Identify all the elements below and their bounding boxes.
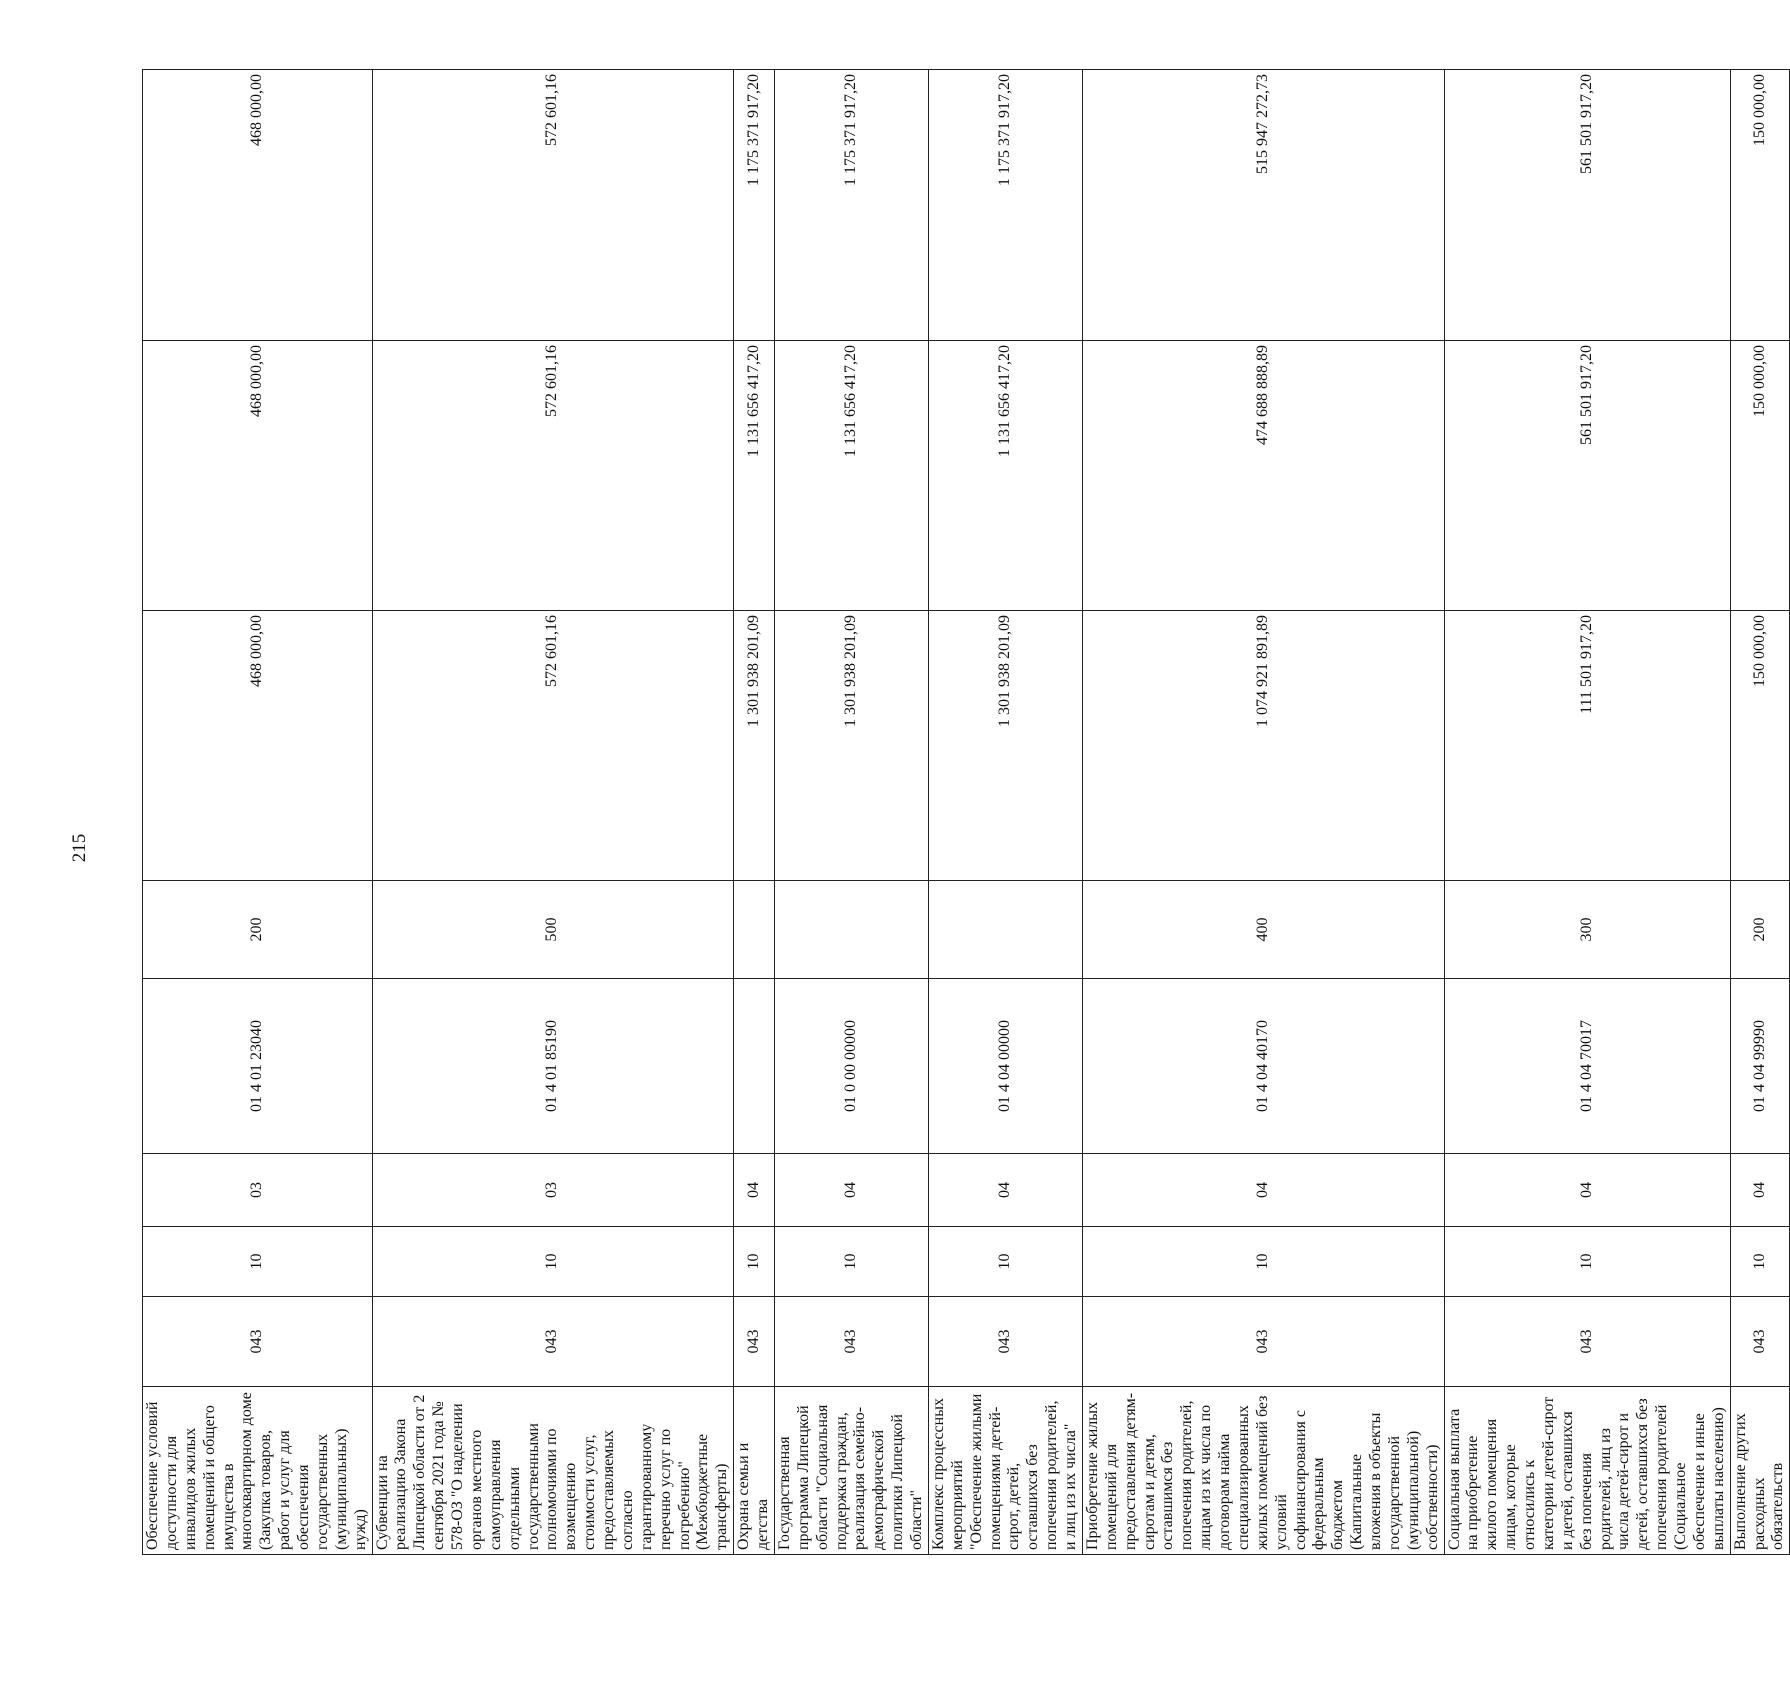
table-row	[734, 70, 775, 1555]
row-vr: 500	[372, 881, 734, 979]
row-rz: 10	[774, 1227, 928, 1297]
row-vr: 300	[1444, 881, 1730, 979]
row-sum-3: 1 175 371 917,20	[774, 70, 928, 341]
row-pr: 03	[143, 1154, 373, 1227]
row-csr: 01 0 00 00000	[774, 979, 928, 1154]
table-row	[1082, 70, 1444, 1555]
page-number: 215	[69, 833, 90, 863]
row-sum-2: 474 688 888,89	[1082, 341, 1444, 611]
row-rz: 10	[1082, 1227, 1444, 1297]
row-rz: 10	[734, 1227, 775, 1297]
row-rz: 10	[1444, 1227, 1730, 1297]
row-ved: 043	[1730, 1297, 1790, 1387]
row-name: Государственная программа Липецкой области "Социальная поддержка граждан, реализация семейно-демографической политики Липецкой области"	[774, 1387, 928, 1555]
row-csr: 01 4 04 70017	[1444, 979, 1730, 1154]
row-sum-1: 111 501 917,20	[1444, 611, 1730, 881]
row-ved: 043	[774, 1297, 928, 1387]
row-pr: 04	[1444, 1154, 1730, 1227]
table-row	[928, 70, 1082, 1555]
row-sum-2: 1 131 656 417,20	[734, 341, 775, 611]
row-pr: 04	[1730, 1154, 1790, 1227]
row-vr: 400	[1082, 881, 1444, 979]
table-row	[774, 70, 928, 1555]
row-pr: 04	[774, 1154, 928, 1227]
row-csr: 01 4 04 00000	[928, 979, 1082, 1154]
table-rotation-wrapper	[142, 70, 1787, 1555]
row-sum-1: 1 074 921 891,89	[1082, 611, 1444, 881]
row-vr	[774, 881, 928, 979]
row-sum-1: 468 000,00	[143, 611, 373, 881]
row-pr: 04	[1082, 1154, 1444, 1227]
row-csr: 01 4 01 85190	[372, 979, 734, 1154]
row-ved: 043	[734, 1297, 775, 1387]
row-name: Приобретение жилых помещений для предоставления детям-сиротам и детям, оставшимся без попечения родителей, лицам из их числа по договорам найма специализированных жилых помещений без условий софинансирования с федеральным бюджетом (Капитальные вложения в объекты государственной (муниципальной) собственности)	[1082, 1387, 1444, 1555]
row-sum-3: 150 000,00	[1730, 70, 1790, 341]
row-sum-1: 1 301 938 201,09	[928, 611, 1082, 881]
row-sum-1: 572 601,16	[372, 611, 734, 881]
row-csr: 01 4 04 40170	[1082, 979, 1444, 1154]
row-ved: 043	[143, 1297, 373, 1387]
row-vr: 200	[143, 881, 373, 979]
row-sum-3: 572 601,16	[372, 70, 734, 341]
row-rz: 10	[372, 1227, 734, 1297]
row-vr	[734, 881, 775, 979]
row-name: Комплекс процессных мероприятий "Обеспечение жилыми помещениями детей-сирот, детей, оставшихся без попечения родителей, и лиц из их числа"	[928, 1387, 1082, 1555]
row-rz: 10	[1730, 1227, 1790, 1297]
row-sum-3: 1 175 371 917,20	[928, 70, 1082, 341]
row-name: Социальная выплата на приобретение жилого помещения лицам, которые относились к категории детей-сирот и детей, оставшихся без попечения родителей, лиц из числа детей-сирот и детей, оставшихся без попечения родителей (Социальное обеспечение и иные выплаты населению)	[1444, 1387, 1730, 1555]
row-sum-3: 1 175 371 917,20	[734, 70, 775, 341]
row-rz: 10	[143, 1227, 373, 1297]
row-name: Выполнение других расходных обязательств	[1730, 1387, 1790, 1555]
row-ved: 043	[1444, 1297, 1730, 1387]
row-ved: 043	[928, 1297, 1082, 1387]
row-sum-3: 468 000,00	[143, 70, 373, 341]
row-pr: 04	[928, 1154, 1082, 1227]
row-sum-2: 572 601,16	[372, 341, 734, 611]
table-row	[143, 70, 373, 1555]
table-row	[1730, 70, 1790, 1555]
row-sum-1: 150 000,00	[1730, 611, 1790, 881]
row-sum-2: 1 131 656 417,20	[928, 341, 1082, 611]
row-csr: 01 4 01 23040	[143, 979, 373, 1154]
row-sum-3: 561 501 917,20	[1444, 70, 1730, 341]
row-rz: 10	[928, 1227, 1082, 1297]
row-sum-1: 1 301 938 201,09	[734, 611, 775, 881]
row-sum-2: 150 000,00	[1730, 341, 1790, 611]
row-csr	[734, 979, 775, 1154]
row-pr: 03	[372, 1154, 734, 1227]
row-ved: 043	[372, 1297, 734, 1387]
row-name: Обеспечение условий доступности для инвалидов жилых помещений и общего имущества в многоквартирном доме (Закупка товаров, работ и услуг для обеспечения государственных (муниципальных) нужд)	[143, 1387, 373, 1555]
row-ved: 043	[1082, 1297, 1444, 1387]
table-row	[1444, 70, 1730, 1555]
row-csr: 01 4 04 99990	[1730, 979, 1790, 1154]
budget-table	[142, 69, 1790, 1555]
row-name: Охрана семьи и детства	[734, 1387, 775, 1555]
row-sum-2: 1 131 656 417,20	[774, 341, 928, 611]
row-sum-2: 468 000,00	[143, 341, 373, 611]
table-row	[372, 70, 734, 1555]
row-pr: 04	[734, 1154, 775, 1227]
row-sum-2: 561 501 917,20	[1444, 341, 1730, 611]
row-vr: 200	[1730, 881, 1790, 979]
row-sum-3: 515 947 272,73	[1082, 70, 1444, 341]
row-sum-1: 1 301 938 201,09	[774, 611, 928, 881]
row-name: Субвенции на реализацию Закона Липецкой области от 2 сентября 2021 года № 578-ОЗ "О наделении органов местного самоуправления отдельными государственными полномочиями по возмещению стоимости услуг, предоставляемых согласно гарантированному перечню услуг по погребению" (Межбюджетные трансферты)	[372, 1387, 734, 1555]
row-vr	[928, 881, 1082, 979]
